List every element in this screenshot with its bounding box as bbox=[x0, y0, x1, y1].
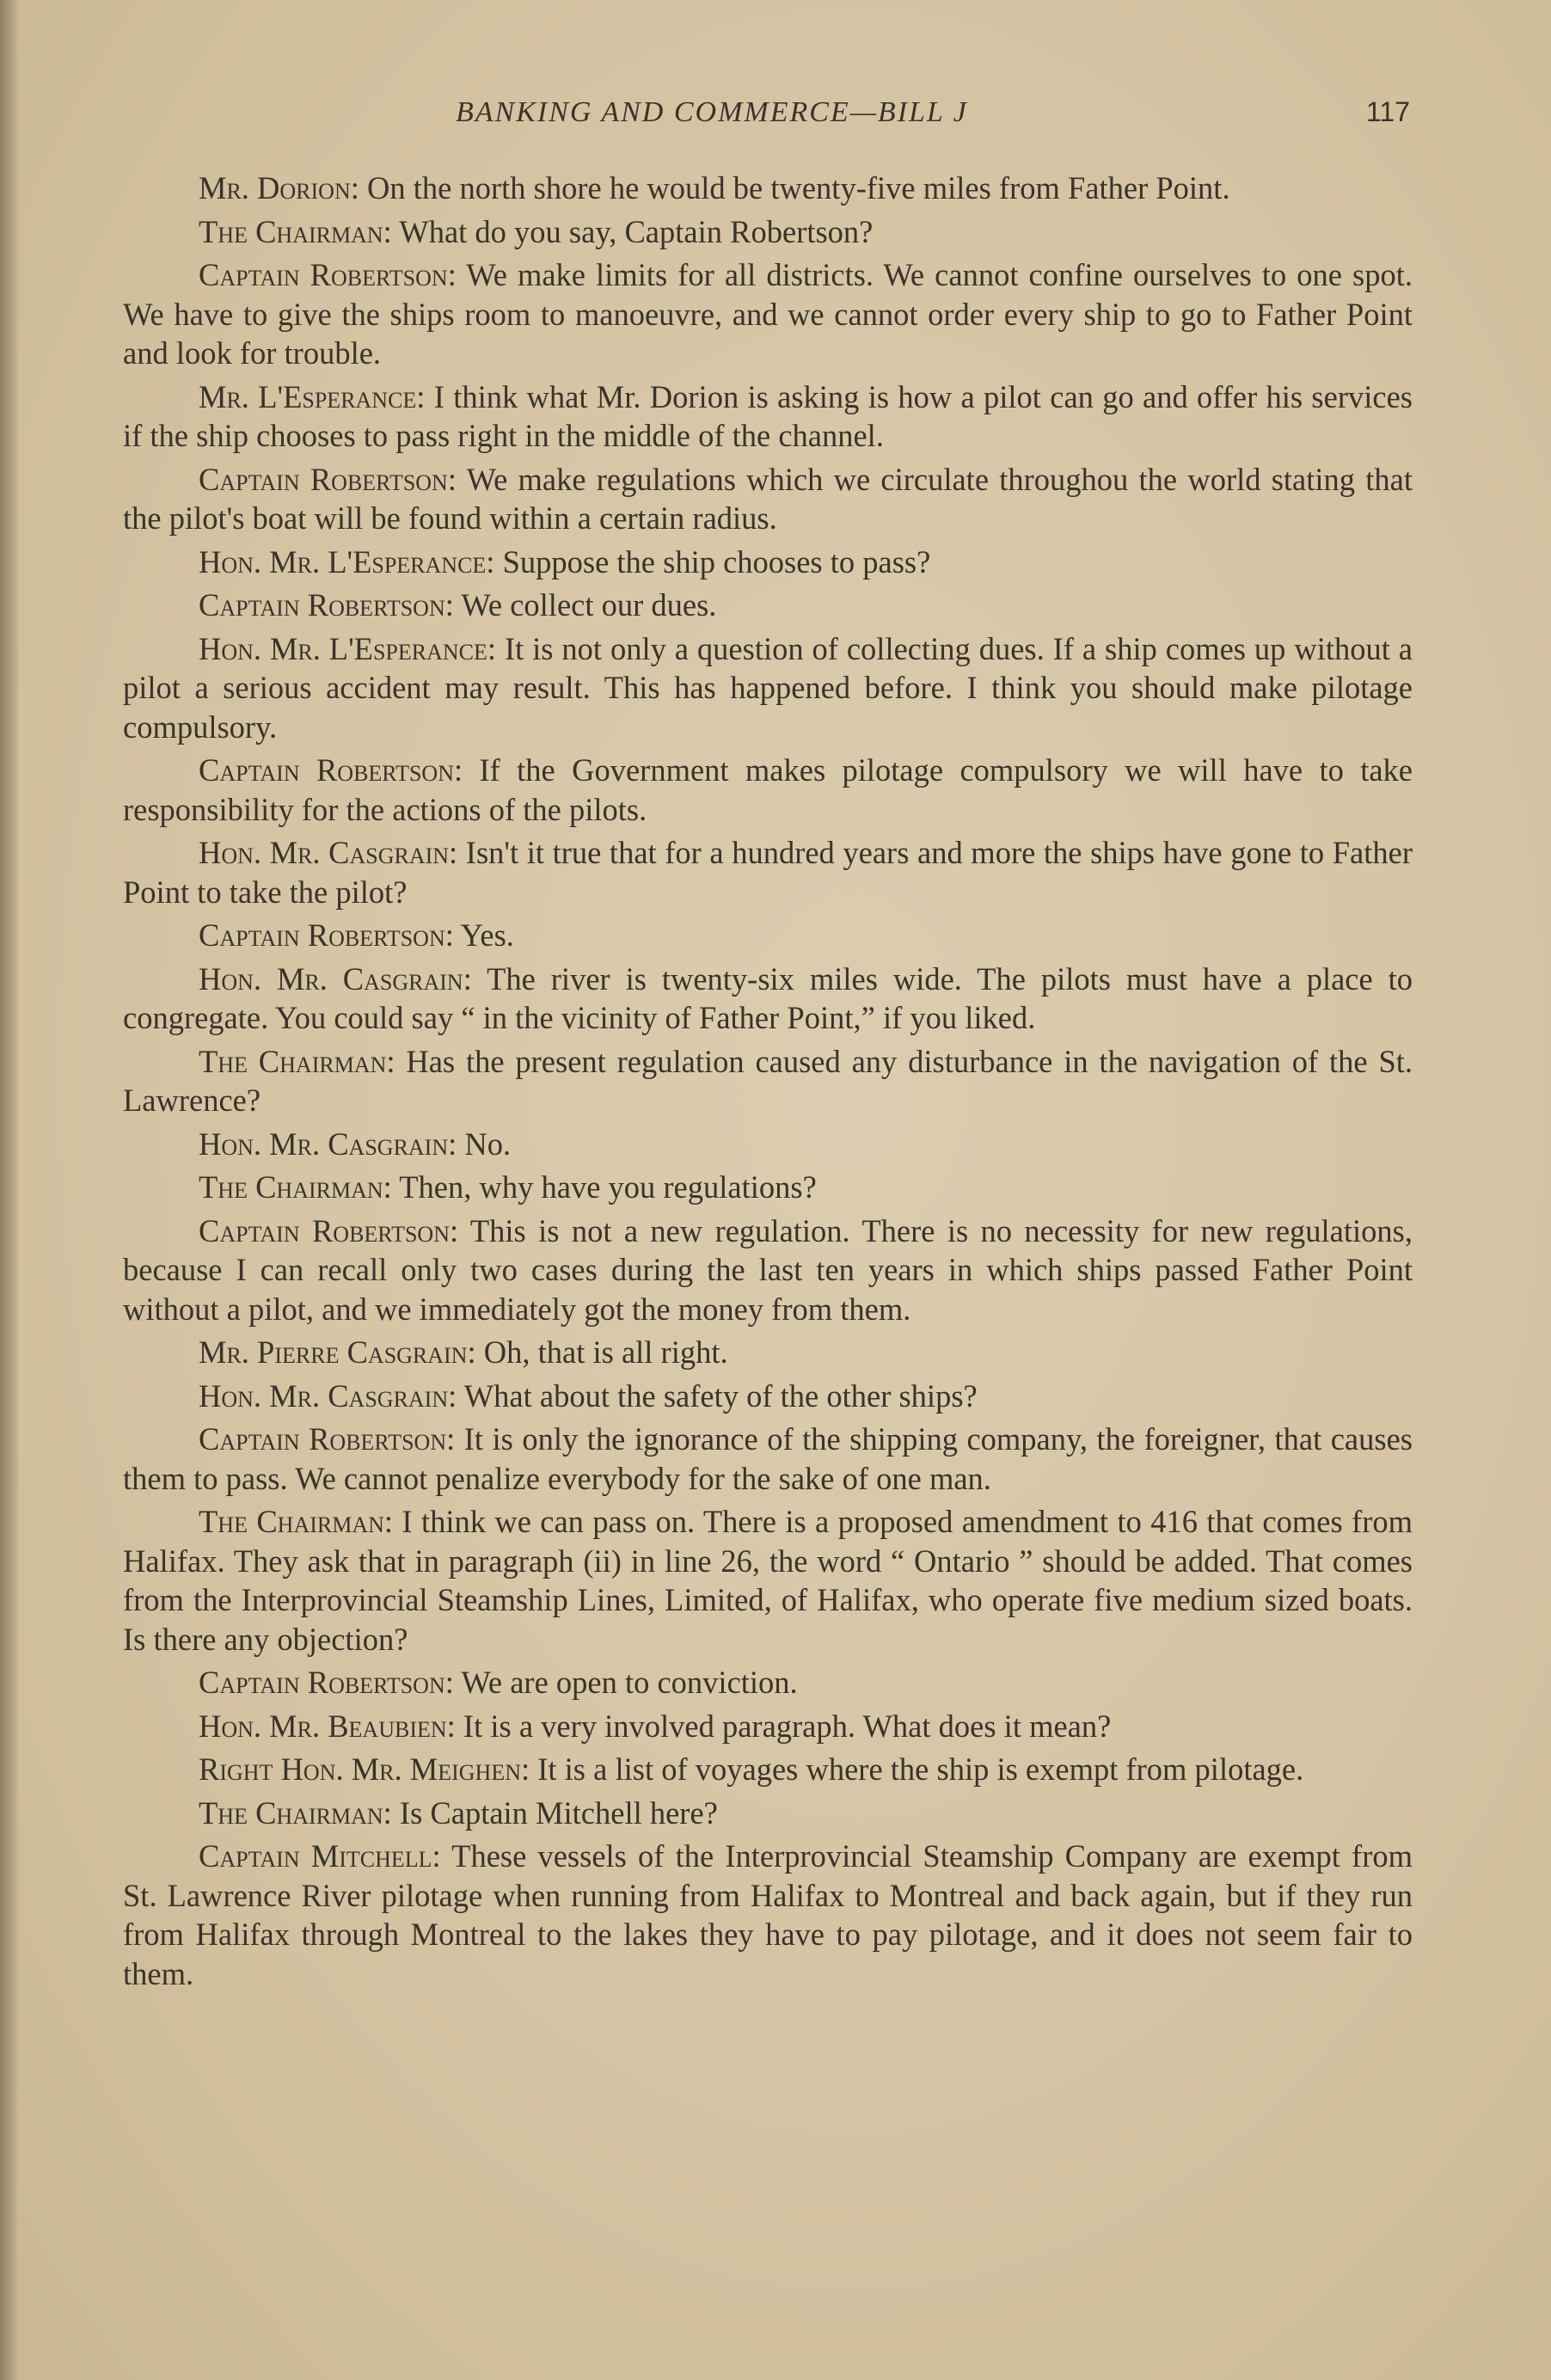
speaker-name: Right Hon. Mr. Meighen: bbox=[199, 1751, 530, 1787]
paragraph-text: If the Government makes pilotage compulsory we will have to take responsibility for the actions of the pilots. bbox=[123, 752, 1413, 827]
paragraph bbox=[123, 1750, 1413, 1789]
paragraph bbox=[123, 1794, 1413, 1833]
paragraph-text: It is a very involved paragraph. What does it mean? bbox=[463, 1708, 1112, 1744]
paragraph bbox=[123, 586, 1413, 625]
speaker-name: Hon. Mr. L'Esperance: bbox=[199, 543, 495, 580]
paragraph-text: Then, why have you regulations? bbox=[399, 1169, 817, 1205]
paragraph-text: These vessels of the Interprovincial Steamship Company are exempt from St. Lawrence River pilotage when running from Halifax to Montreal and back again, but if they run from Halifax through Montreal to the lakes they have to pay pilotage, and it does not seem fair to them. bbox=[123, 1838, 1413, 1991]
paragraph-text: It is not only a question of collecting dues. If a ship comes up without a pilot a serious accident may result. This has happened before. I think you should make pilotage compulsory. bbox=[123, 630, 1413, 745]
page-binding-edge bbox=[0, 0, 19, 2380]
speaker-name: The Chairman: bbox=[199, 213, 392, 249]
paragraph bbox=[123, 1042, 1413, 1120]
paragraph bbox=[123, 543, 1413, 582]
paragraph bbox=[123, 1168, 1413, 1207]
paragraph bbox=[123, 1420, 1413, 1498]
paragraph bbox=[123, 1837, 1413, 1993]
paragraph bbox=[123, 1502, 1413, 1659]
speaker-name: The Chairman: bbox=[199, 1794, 392, 1831]
speaker-name: Captain Robertson: bbox=[199, 752, 463, 788]
paragraph bbox=[123, 916, 1413, 955]
paragraph-text: On the north shore he would be twenty-five miles from Father Point. bbox=[367, 170, 1230, 205]
paragraph-text: Has the present regulation caused any disturbance in the navigation of the St. Lawrence? bbox=[123, 1043, 1413, 1118]
speaker-name: Mr. L'Esperance: bbox=[199, 378, 426, 414]
speaker-name: The Chairman: bbox=[199, 1504, 394, 1539]
paragraph-text: We make regulations which we circulate throughou the world stating that the pilot's boat will be found within a certain radius. bbox=[123, 461, 1413, 536]
paragraph-text: No. bbox=[464, 1126, 512, 1162]
paragraph bbox=[123, 751, 1413, 829]
speaker-name: Captain Robertson: bbox=[199, 257, 457, 292]
page-number: 117 bbox=[1365, 96, 1410, 127]
speaker-name: Captain Robertson: bbox=[199, 917, 454, 953]
paragraph bbox=[123, 1663, 1413, 1702]
paragraph-text: Oh, that is all right. bbox=[483, 1334, 728, 1370]
paragraph bbox=[123, 1377, 1413, 1416]
paragraph bbox=[123, 169, 1413, 208]
speaker-name: Hon. Mr. Casgrain: bbox=[199, 835, 458, 870]
speaker-name: Mr. Dorion: bbox=[199, 170, 359, 205]
speaker-name: Hon. Mr. Casgrain: bbox=[199, 1126, 457, 1162]
paragraph-text: It is only the ignorance of the shipping company, the foreigner, that causes them to pass. We cannot penalize everybody for the sake of one man. bbox=[123, 1421, 1413, 1496]
speaker-name: Hon. Mr. Casgrain: bbox=[199, 1377, 457, 1414]
paragraph-text: I think what Mr. Dorion is asking is how a pilot can go and offer his services if the ship chooses to pass right in the middle of the channel. bbox=[123, 378, 1413, 453]
paragraph-text: We are open to conviction. bbox=[461, 1665, 798, 1700]
speaker-name: Hon. Mr. Beaubien: bbox=[199, 1708, 456, 1744]
paragraph-text: We collect our dues. bbox=[461, 587, 717, 623]
paragraph bbox=[123, 377, 1413, 456]
paragraph-text: It is a list of voyages where the ship is exempt from pilotage. bbox=[537, 1751, 1304, 1787]
transcript-body bbox=[123, 169, 1413, 1997]
paragraph-text: Yes. bbox=[460, 917, 514, 953]
paragraph-text: Suppose the ship chooses to pass? bbox=[502, 543, 931, 580]
paragraph bbox=[123, 960, 1413, 1038]
page-header bbox=[120, 96, 1410, 148]
paragraph-text: What about the safety of the other ships? bbox=[463, 1377, 978, 1414]
speaker-name: Captain Robertson: bbox=[199, 587, 454, 623]
paragraph-text: The river is twenty-six miles wide. The pilots must have a place to congregate. You could say “ in the vicinity of Father Point,” if you liked. bbox=[123, 960, 1413, 1035]
paragraph-text: Isn't it true that for a hundred years and more the ships have gone to Father Point to take the pilot? bbox=[123, 835, 1413, 910]
speaker-name: Captain Robertson: bbox=[199, 1665, 454, 1700]
paragraph bbox=[123, 460, 1413, 538]
paragraph bbox=[123, 255, 1413, 373]
paragraph bbox=[123, 1211, 1413, 1329]
speaker-name: Hon. Mr. Casgrain: bbox=[199, 960, 472, 997]
paragraph-text: What do you say, Captain Robertson? bbox=[399, 213, 874, 249]
paragraph bbox=[123, 1333, 1413, 1372]
speaker-name: Captain Robertson: bbox=[199, 1421, 456, 1457]
paragraph-text: We make limits for all districts. We cannot confine ourselves to one spot. We have to give the ships room to manoeuvre, and we cannot order every ship to go to Father Point and look for trouble. bbox=[123, 257, 1413, 371]
paragraph bbox=[123, 212, 1413, 252]
paragraph bbox=[123, 833, 1413, 911]
speaker-name: The Chairman: bbox=[199, 1169, 392, 1205]
paragraph-text: I think we can pass on. There is a proposed amendment to 416 that comes from Halifax. They ask that in paragraph (ii) in line 26, the word “ Ontario ” should be added. That comes from the Interprovincial Steamship Lines, Limited, of Halifax, who operate five medium sized boats. Is there any objection? bbox=[123, 1504, 1413, 1657]
speaker-name: Captain Robertson: bbox=[199, 461, 457, 497]
paragraph-text: This is not a new regulation. There is no necessity for new regulations, because I can recall only two cases during the last ten years in which ships passed Father Point without a pilot, and we immediately got the money from them. bbox=[123, 1212, 1413, 1327]
paragraph-text: Is Captain Mitchell here? bbox=[399, 1794, 718, 1831]
speaker-name: Hon. Mr. L'Esperance: bbox=[199, 630, 497, 666]
speaker-name: Captain Robertson: bbox=[199, 1212, 459, 1248]
paragraph bbox=[123, 1125, 1413, 1164]
speaker-name: Mr. Pierre Casgrain: bbox=[199, 1334, 476, 1370]
paragraph bbox=[123, 629, 1413, 747]
paragraph bbox=[123, 1707, 1413, 1746]
speaker-name: The Chairman: bbox=[199, 1043, 395, 1079]
running-head: BANKING AND COMMERCE—BILL J bbox=[456, 96, 968, 128]
speaker-name: Captain Mitchell: bbox=[199, 1838, 441, 1874]
